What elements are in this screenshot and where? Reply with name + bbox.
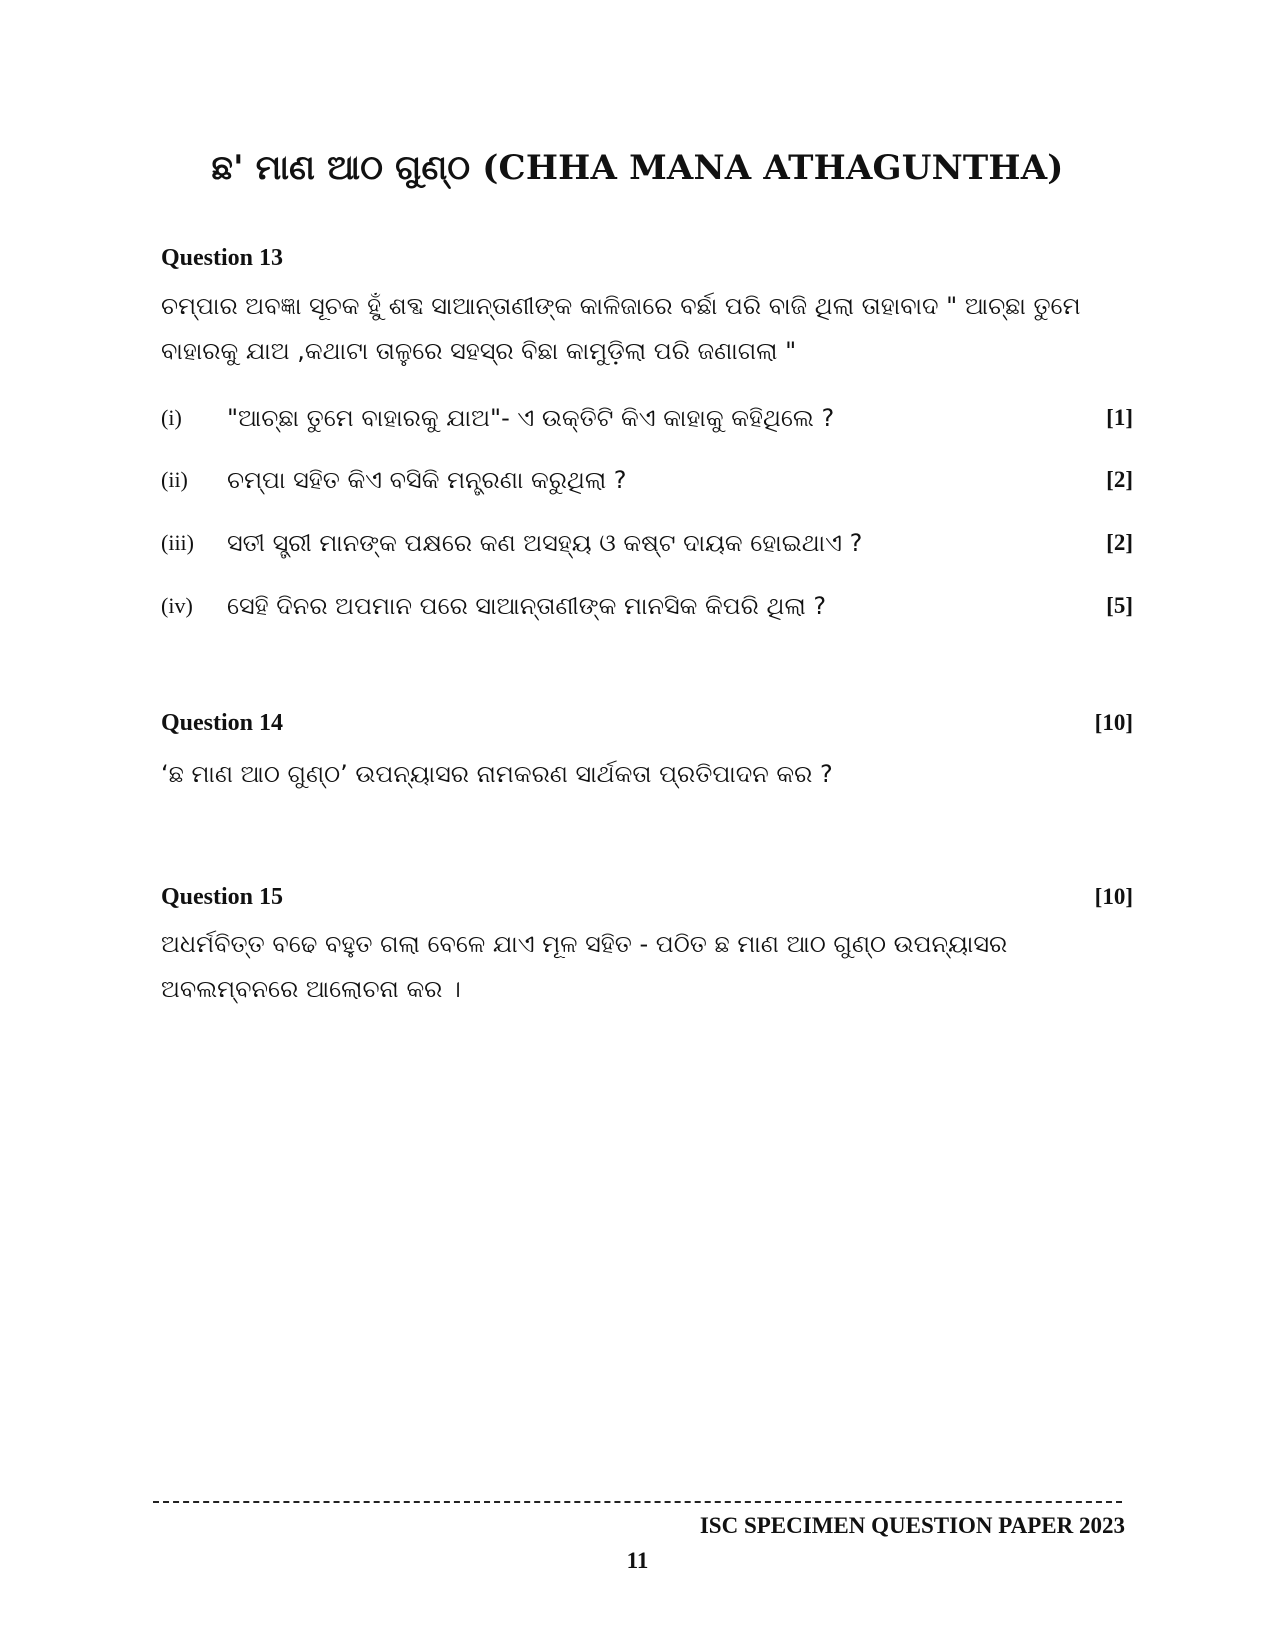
question-15-heading: Question 15 [161, 884, 284, 910]
q13-item-3-marks: [2] [1106, 530, 1133, 555]
q13-item-3-number: (iii) [161, 530, 194, 555]
footer-paper-title: ISC SPECIMEN QUESTION PAPER 2023 [699, 1513, 1125, 1538]
footer-divider [153, 1501, 1122, 1503]
question-14-marks: [10] [1094, 710, 1133, 735]
question-13-passage-line-2: ବାହାରକୁ ଯାଅ ,କଥାଟା ତାଳୁରେ ସହସ୍ର ବିଛା କାମୁଡ଼ିଲା ପରି ଜଣାଗଲା " [161, 337, 797, 365]
question-15-marks: [10] [1094, 884, 1133, 909]
question-15-line-2: ଅବଲମ୍ବନରେ ଆଲୋଚନା କର । [161, 975, 461, 1003]
q13-item-4-number: (iv) [161, 593, 193, 618]
section-title: ଛ' ମାଣ ଆଠ ଗୁଣ୍ଠ (CHHA MANA ATHAGUNTHA) [211, 148, 1064, 188]
q13-item-1-text: "ଆଚ୍ଛା ତୁମେ ବାହାରକୁ ଯାଅ"- ଏ ଉକ୍ତିଟି କିଏ କାହାକୁ କହିଥିଲେ ? [227, 404, 835, 432]
question-13-passage-line-1: ଚମ୍ପାର ଅବଜ୍ଞା ସୂଚକ ହୁଁ ଶବ୍ଦ ସାଆନ୍ତାଣୀଙ୍କ କାଳିଜାରେ ବର୍ଛା ପରି ବାଜି ଥିଲା ତାହାବାଦ " ଆଚ୍ଛା ତୁମେ [161, 292, 1081, 320]
question-15-text [161, 922, 1091, 1012]
q13-item-4-text: ସେହି ଦିନର ଅପମାନ ପରେ ସାଆନ୍ତାଣୀଙ୍କ ମାନସିକ କିପରି ଥିଲା ? [227, 592, 827, 620]
q13-item-2-number: (ii) [161, 467, 188, 492]
question-14-heading: Question 14 [161, 710, 284, 736]
question-13-passage [161, 284, 1091, 374]
q13-item-1-number: (i) [161, 405, 182, 430]
q13-item-2-marks: [2] [1106, 467, 1133, 492]
page-number: 11 [626, 1548, 649, 1573]
q13-item-1-marks: [1] [1106, 405, 1133, 430]
question-15-line-1: ଅଧର୍ମବିତ୍ତ ବଢେ ବହୁତ ଗଲା ବେଳେ ଯାଏ ମୂଳ ସହିତ - ପଠିତ ଛ ମାଣ ଆଠ ଗୁଣ୍ଠ ଉପନ୍ୟାସର [161, 930, 1008, 958]
question-13-heading: Question 13 [161, 245, 284, 271]
q13-item-4-marks: [5] [1106, 593, 1133, 618]
question-14-text: ‘ଛ ମାଣ ଆଠ ଗୁଣ୍ଠ’ ଉପନ୍ୟାସର ନାମକରଣ ସାର୍ଥକତା ପ୍ରତିପାଦନ କର ? [161, 760, 833, 788]
q13-item-2-text: ଚମ୍ପା ସହିତ କିଏ ବସିକି ମନ୍ତ୍ରଣା କରୁଥିଲା ? [227, 466, 627, 494]
q13-item-3-text: ସତୀ ସ୍ତ୍ରୀ ମାନଙ୍କ ପକ୍ଷରେ କଣ ଅସହ୍ୟ ଓ କଷ୍ଟ ଦାୟକ ହୋଇଥାଏ ? [227, 529, 863, 557]
